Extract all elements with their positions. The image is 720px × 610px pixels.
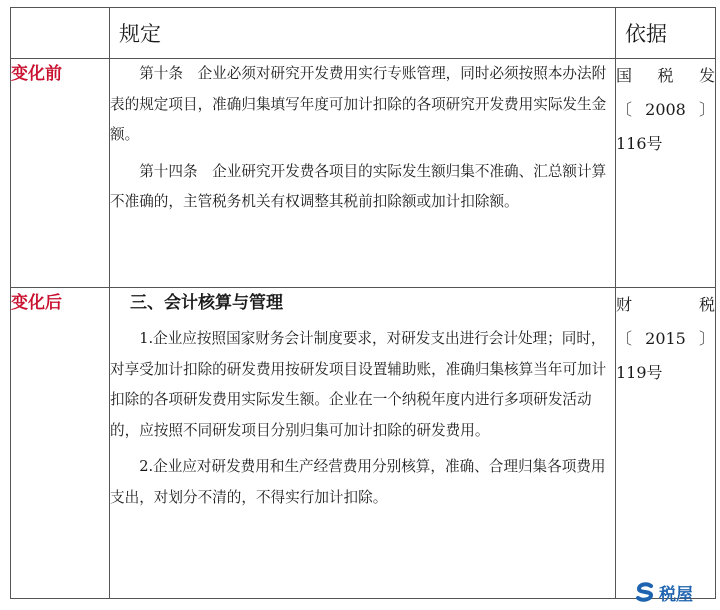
rule-paragraph: 1.企业应按照国家财务会计制度要求，对研发支出进行会计处理；同时，对享受加计扣除的研发费用按研发项目设置辅助账，准确归集核算当年可加计扣除的各项研发费用实际发生额。企业在一个纳税年度内进行多项研发活动的，应按照不同研发项目分别归集可加计扣除的研发费用。 <box>110 330 607 439</box>
basis-before <box>616 59 716 288</box>
watermark-logo <box>634 579 716 605</box>
basis-number: 116号 <box>616 134 663 153</box>
rule-text-before <box>110 59 616 288</box>
policy-comparison-table <box>10 7 716 599</box>
basis-after <box>616 288 716 599</box>
header-row <box>11 8 716 59</box>
section-title: 三、会计核算与管理 <box>130 293 283 313</box>
rule-paragraph: 第十四条 企业研究开发费各项目的实际发生额归集不准确、汇总额计算不准确的，主管税务机关有权调整其税前扣除额或加计扣除额。 <box>110 162 607 210</box>
shuiwu-logo-icon <box>634 581 656 603</box>
rule-paragraph: 2.企业应对研发费用和生产经营费用分别核算，准确、合理归集各项费用支出，对划分不清的，不得实行加计扣除。 <box>110 458 606 506</box>
watermark-text: 税屋 <box>659 584 693 605</box>
basis-issuer: 国税发 <box>616 66 715 85</box>
header-rule: 规定 <box>110 8 616 59</box>
basis-issuer: 财税 <box>616 295 715 314</box>
rule-text-after <box>110 288 616 599</box>
row-before <box>11 59 716 288</box>
row-after <box>11 288 716 599</box>
rule-paragraph: 第十条 企业必须对研究开发费用实行专账管理，同时必须按照本办法附表的规定项目，准确归集填写年度可加计扣除的各项研究开发费用实际发生金额。 <box>110 65 607 143</box>
basis-year: 〔2008〕 <box>616 100 715 119</box>
basis-year: 〔2015〕 <box>616 329 715 348</box>
header-empty-cell <box>11 8 110 59</box>
row-label-after: 变化后 <box>11 288 110 599</box>
header-basis: 依据 <box>616 8 716 59</box>
basis-number: 119号 <box>616 363 663 382</box>
row-label-before: 变化前 <box>11 59 110 288</box>
